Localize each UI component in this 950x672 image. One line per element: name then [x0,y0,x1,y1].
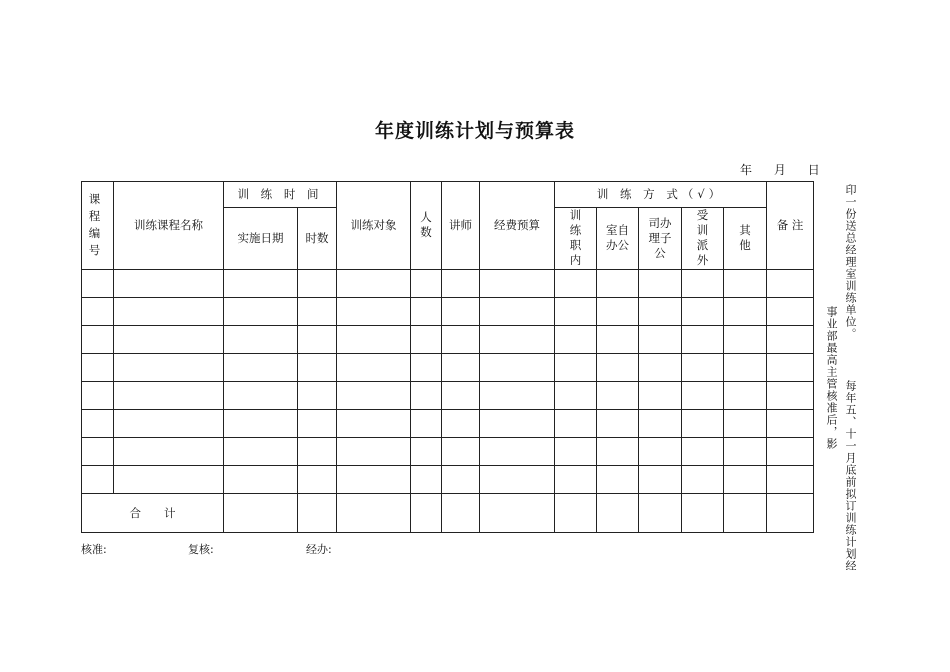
header-course-name: 训练课程名称 [114,182,224,270]
side-note-1: 印一份送总经理室训练单位。 [844,184,857,340]
header-impl-date: 实施日期 [224,208,298,270]
header-hours: 时数 [298,208,337,270]
header-mode-other: 其他 [724,208,767,270]
header-mode-external: 受训派外 [682,208,724,270]
header-row-1 [82,182,814,208]
table-row [82,465,814,493]
header-mode-subsidiary: 司办理子公 [639,208,682,270]
date-day: 日 [807,163,820,177]
header-count: 人数 [411,182,442,270]
header-training-mode: 训 练 方 式（√） [555,182,767,208]
training-plan-table [81,181,814,533]
handle-label: 经办: [306,543,332,556]
total-row [82,493,814,532]
header-mode-self-office: 室自办公 [597,208,639,270]
side-note-3: 每年五、十一月底前拟订训练计划经 [844,380,857,572]
header-budget: 经费预算 [480,182,555,270]
table-row [82,437,814,465]
date-month: 月 [773,163,786,177]
table-row [82,269,814,297]
form-title: 年度训练计划与预算表 [374,120,575,142]
table-row [82,297,814,325]
table-row [82,409,814,437]
header-course-no: 课 程 编 号 [82,182,114,270]
date-year: 年 [740,163,753,177]
table-row [82,381,814,409]
approve-label: 核准: [81,543,107,556]
table-row [82,325,814,353]
header-remark: 备 注 [767,182,814,270]
header-lecturer: 讲师 [442,182,480,270]
date-line [740,161,820,178]
table-row [82,353,814,381]
review-label: 复核: [188,543,214,556]
header-target: 训练对象 [337,182,411,270]
header-mode-internal: 训练职内 [555,208,597,270]
total-label: 合 计 [82,493,224,532]
side-note-2: 事业部最高主管核准后，影 [825,306,838,450]
header-training-time: 训 练 时 间 [224,182,337,208]
